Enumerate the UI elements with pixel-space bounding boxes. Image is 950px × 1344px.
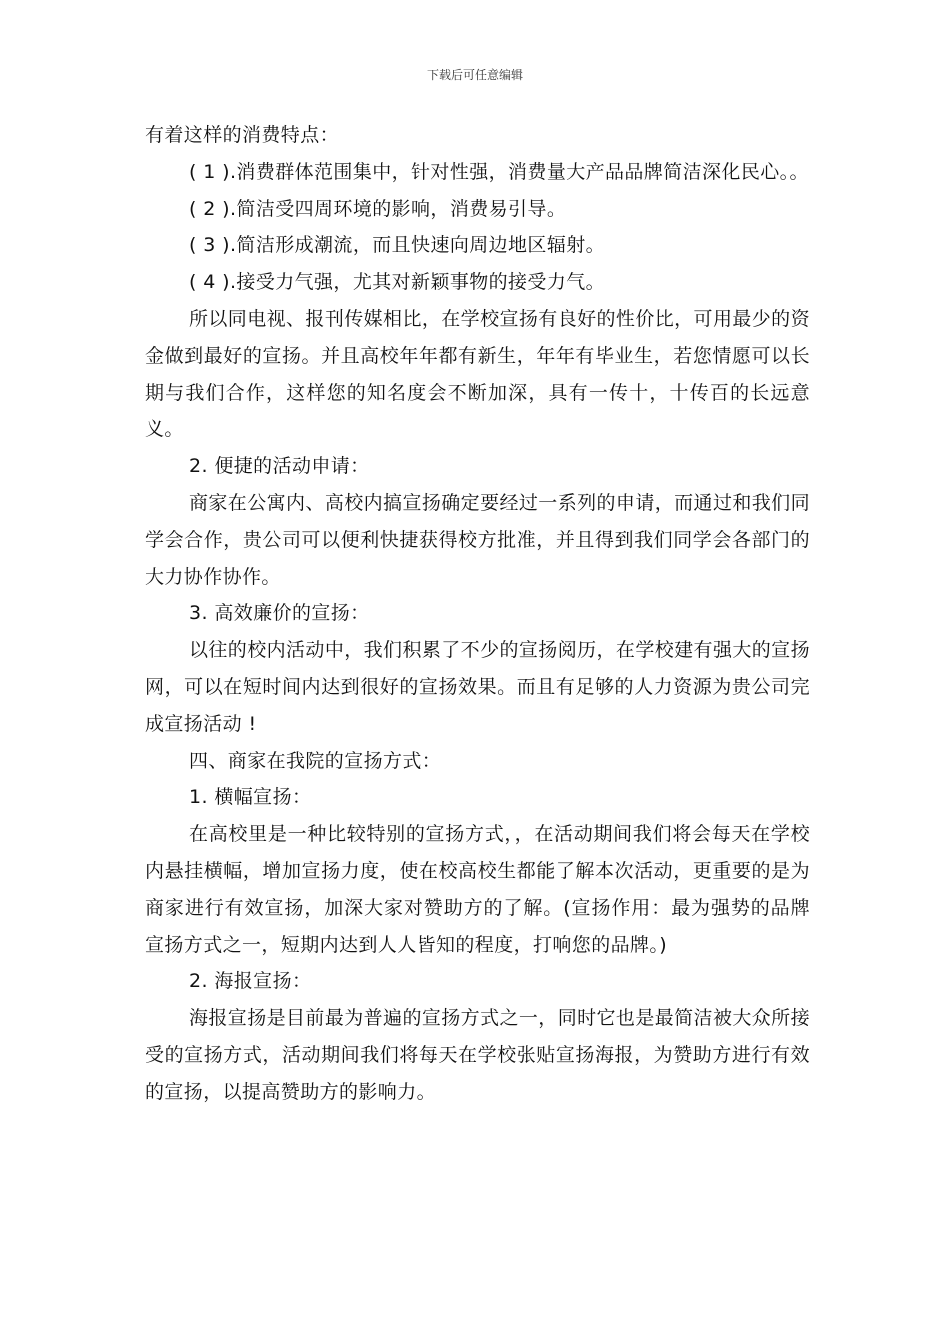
- paragraph: 在高校里是一种比较特别的宣扬方式，，在活动期间我们将会每天在学校内悬挂横幅，增加宣扬力度，使在校高校生都能了解本次活动，更重要的是为商家进行有效宣扬，加深大家对赞助方的了解。(宣扬作用：最为强势的品牌宣扬方式之一，短期内达到人人皆知的程度，打响您的品牌。): [145, 823, 810, 956]
- paragraph: 有着这样的消费特点：: [145, 124, 340, 146]
- section-heading: 2. 海报宣扬：: [189, 970, 312, 993]
- document-body: [145, 117, 810, 1111]
- section-heading: 1. 横幅宣扬：: [189, 786, 312, 809]
- list-item: ( 4 ).接受力气强，尤其对新颖事物的接受力气。: [189, 271, 606, 294]
- list-item: ( 1 ).消费群体范围集中，针对性强，消费量大产品品牌简洁深化民心。。: [189, 160, 809, 183]
- paragraph: 商家在公寓内、高校内搞宣扬确定要经过一系列的申请，而通过和我们同学会合作，贵公司可以便利快捷获得校方批准，并且得到我们同学会各部门的大力协作协作。: [145, 491, 810, 588]
- list-item: ( 2 ).简洁受四周环境的影响，消费易引导。: [189, 197, 567, 220]
- section-heading: 2. 便捷的活动申请：: [189, 455, 370, 478]
- list-item: ( 3 ).简洁形成潮流，而且快速向周边地区辐射。: [189, 234, 606, 257]
- section-heading: 四、商家在我院的宣扬方式：: [189, 749, 442, 772]
- paragraph: 以往的校内活动中，我们积累了不少的宣扬阅历，在学校建有强大的宣扬网，可以在短时间内达到很好的宣扬效果。而且有足够的人力资源为贵公司完成宣扬活动 !: [145, 639, 810, 735]
- section-heading: 3. 高效廉价的宣扬：: [189, 602, 370, 625]
- paragraph: 海报宣扬是目前最为普遍的宣扬方式之一，同时它也是最简洁被大众所接受的宣扬方式，活动期间我们将每天在学校张贴宣扬海报，为赞助方进行有效的宣扬，以提高赞助方的影响力。: [145, 1007, 810, 1103]
- paragraph: 所以同电视、报刊传媒相比，在学校宣扬有良好的性价比，可用最少的资金做到最好的宣扬。并且高校年年都有新生，年年有毕业生，若您情愿可以长期与我们合作，这样您的知名度会不断加深，具有一传十，十传百的长远意义。: [145, 307, 810, 441]
- page-header: 下载后可任意编辑: [426, 68, 523, 82]
